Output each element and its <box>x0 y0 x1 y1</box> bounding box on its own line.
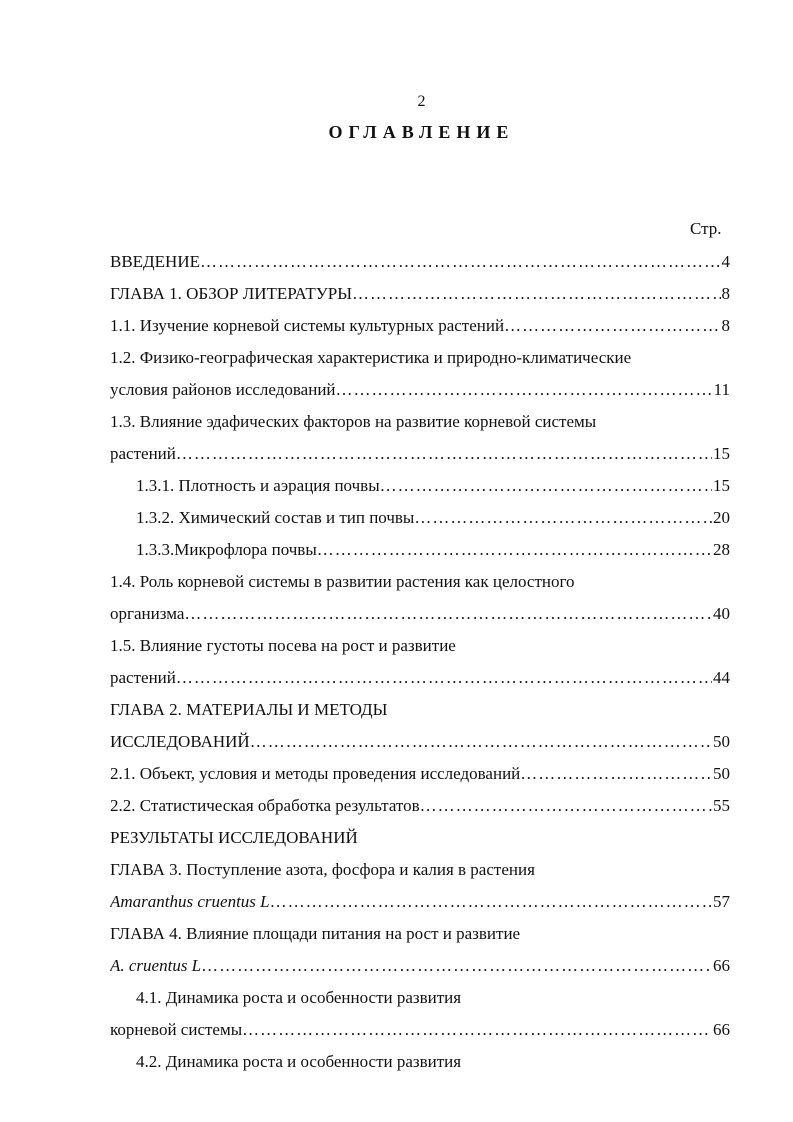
toc-leader-dots <box>270 891 712 913</box>
toc-entry-title: 1.3.1. Плотность и аэрация почвы <box>136 476 380 495</box>
toc-entry-title: 1.3.2. Химический состав и тип почвы <box>136 508 415 527</box>
toc-entry-1-2[interactable] <box>110 379 730 401</box>
toc-entry-title: 1.1. Изучение корневой системы культурных растений <box>110 316 505 335</box>
toc-entry-1-3[interactable] <box>110 443 730 465</box>
toc-entry-page: 15 <box>713 444 730 463</box>
toc-entry-page: 50 <box>713 732 730 751</box>
toc-entry-chapter-1[interactable] <box>110 283 730 305</box>
toc-entry-1-3-line1[interactable]: 1.3. Влияние эдафических факторов на развитие корневой системы <box>110 412 597 431</box>
toc-entry-title: Amaranthus cruentus L <box>110 892 270 911</box>
toc-leader-dots <box>520 763 712 785</box>
toc-entry-page: 8 <box>721 284 730 303</box>
toc-entry-title: ИССЛЕДОВАНИЙ <box>110 732 250 751</box>
toc-entry-1-4-line1[interactable]: 1.4. Роль корневой системы в развитии растения как целостного <box>110 572 575 591</box>
toc-leader-dots <box>414 507 712 529</box>
toc-entry-page: 66 <box>713 956 730 975</box>
toc-leader-dots <box>250 731 712 753</box>
toc-entry-title: растений <box>110 444 176 463</box>
toc-entry-title: ВВЕДЕНИЕ <box>110 252 200 271</box>
toc-entry-chapter-2-line1[interactable]: ГЛАВА 2. МАТЕРИАЛЫ И МЕТОДЫ <box>110 700 388 719</box>
toc-entry-title: организма <box>110 604 185 623</box>
toc-leader-dots <box>420 795 712 817</box>
toc-entry-4-1-line1[interactable]: 4.1. Динамика роста и особенности развития <box>136 988 462 1007</box>
toc-entry-chapter-4-line1[interactable]: ГЛАВА 4. Влияние площади питания на рост и развитие <box>110 924 521 943</box>
toc-leader-dots <box>176 443 712 465</box>
toc-entry-1-5[interactable] <box>110 667 730 689</box>
toc-heading-results[interactable]: РЕЗУЛЬТАТЫ ИССЛЕДОВАНИЙ <box>110 828 358 847</box>
toc-entry-title: 2.2. Статистическая обработка результатов <box>110 796 420 815</box>
toc-entry-1-3-1[interactable] <box>136 475 730 497</box>
toc-leader-dots <box>380 475 712 497</box>
toc-entry-1-3-2[interactable] <box>136 507 730 529</box>
toc-entry-page: 15 <box>713 476 730 495</box>
toc-entry-title: A. cruentus L <box>110 956 202 975</box>
toc-leader-dots <box>242 1019 712 1041</box>
toc-entry-page: 11 <box>713 380 730 399</box>
toc-entry-1-3-3[interactable] <box>136 539 730 561</box>
toc-entry-2-2[interactable] <box>110 795 730 817</box>
page-number: 2 <box>417 93 426 110</box>
toc-leader-dots <box>184 603 712 625</box>
toc-entry-page: 55 <box>713 796 730 815</box>
toc-leader-dots <box>200 251 721 273</box>
toc-entry-page: 50 <box>713 764 730 783</box>
toc-entry-1-1[interactable] <box>110 315 730 337</box>
toc-entry-intro[interactable] <box>110 251 730 273</box>
toc-entry-chapter-4[interactable] <box>110 955 730 977</box>
toc-entry-4-1[interactable] <box>110 1019 730 1041</box>
toc-entry-page: 57 <box>713 892 730 911</box>
toc-entry-page: 20 <box>713 508 730 527</box>
toc-entry-title: 1.3.3.Микрофлора почвы <box>136 540 317 559</box>
toc-entry-page: 40 <box>713 604 730 623</box>
toc-leader-dots <box>504 315 720 337</box>
toc-leader-dots <box>317 539 712 561</box>
toc-entry-chapter-3[interactable] <box>110 891 730 913</box>
toc-entry-2-1[interactable] <box>110 763 730 785</box>
toc-entry-page: 66 <box>713 1020 730 1039</box>
toc-entry-1-4[interactable] <box>110 603 730 625</box>
page-title: ОГЛАВЛЕНИЕ <box>328 122 515 142</box>
toc-entry-page: 44 <box>713 668 730 687</box>
toc-leader-dots <box>352 283 720 305</box>
toc-entry-title: корневой системы <box>110 1020 243 1039</box>
toc-leader-dots <box>201 955 712 977</box>
toc-entry-1-2-line1[interactable]: 1.2. Физико-географическая характеристика и природно-климатические <box>110 348 632 367</box>
toc-entry-title: условия районов исследований <box>110 380 336 399</box>
toc-entry-page: 8 <box>721 316 730 335</box>
toc-leader-dots <box>336 379 713 401</box>
toc-entry-chapter-2[interactable] <box>110 731 730 753</box>
toc-entry-4-2-line1[interactable]: 4.2. Динамика роста и особенности развития <box>136 1052 462 1071</box>
page-column-label: Стр. <box>690 219 722 238</box>
toc-entry-title: 2.1. Объект, условия и методы проведения исследований <box>110 764 521 783</box>
toc-entry-title: ГЛАВА 1. ОБЗОР ЛИТЕРАТУРЫ <box>110 284 353 303</box>
toc-leader-dots <box>176 667 712 689</box>
toc-entry-page: 28 <box>713 540 730 559</box>
toc-entry-page: 4 <box>721 252 730 271</box>
toc-entry-chapter-3-line1[interactable]: ГЛАВА 3. Поступление азота, фосфора и калия в растения <box>110 860 535 879</box>
toc-entry-1-5-line1[interactable]: 1.5. Влияние густоты посева на рост и развитие <box>110 636 456 655</box>
toc-entry-title: растений <box>110 668 176 687</box>
